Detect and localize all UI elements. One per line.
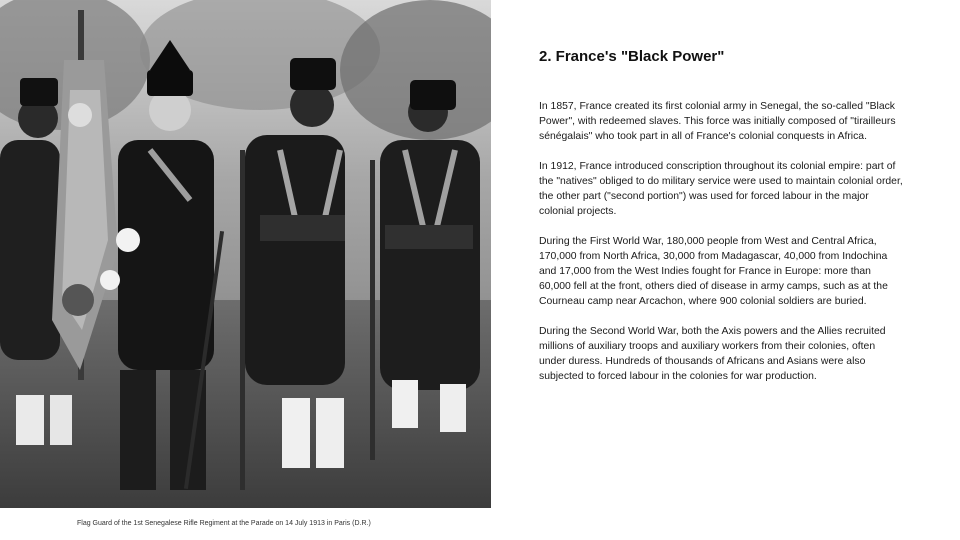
- body-text: [539, 99, 904, 399]
- historical-photo: [0, 0, 491, 508]
- paragraph-2: In 1912, France introduced conscription throughout its colonial empire: part of the "natives" obliged to do military service were used to maintain colonial order, the other part ("second portion") was used for forced labour in the major colonial projects.: [539, 161, 903, 217]
- photo-caption: Flag Guard of the 1st Senegalese Rifle Regiment at the Parade on 14 July 1913 in Paris (D.R.): [77, 520, 371, 527]
- page-title: 2. France's "Black Power": [539, 48, 725, 65]
- paragraph-3: During the First World War, 180,000 people from West and Central Africa, 170,000 from North Africa, 30,000 from Madagascar, 40,000 from Indochina and 17,000 from the West Indies fought for France in Europe: more than 60,000 fell at the front, others died of disease in army camps, such as at the Courneau camp near Arcachon, where 900 colonial soldiers are buried.: [539, 236, 888, 307]
- paragraph-1: In 1857, France created its first colonial army in Senegal, the so-called "Black Power", with redeemed slaves. This force was initially composed of "tirailleurs sénégalais" who took part in all of France's colonial conquests in Africa.: [539, 101, 896, 142]
- paragraph-4: During the Second World War, both the Axis powers and the Allies recruited millions of auxiliary troops and auxiliary workers from their colonies, often under duress. Hundreds of thousands of Africans and Asians were also subjected to forced labour in the colonies for war production.: [539, 326, 886, 382]
- photo-illustration: [0, 0, 491, 508]
